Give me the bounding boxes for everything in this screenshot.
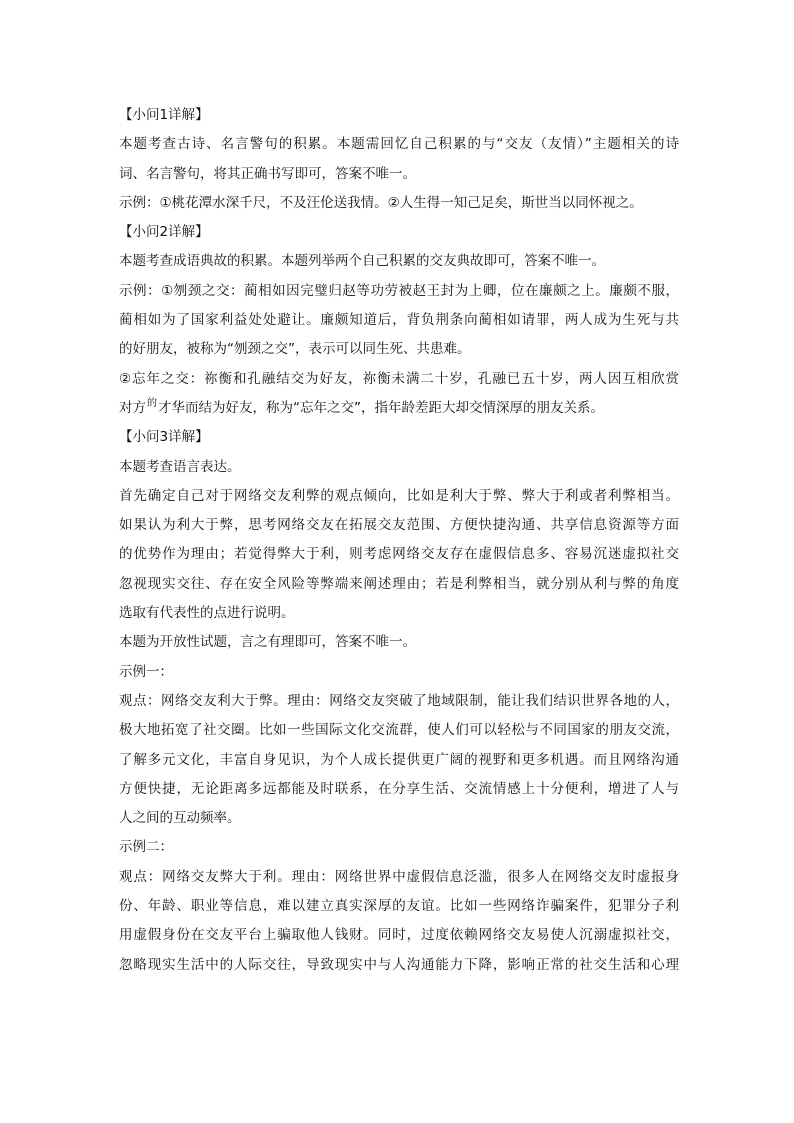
q2-line-1: 本题考查成语典故的积累。本题列举两个自己积累的交友典故即可，答案不唯一。 — [119, 253, 605, 270]
q3-line-7: 本题为开放性试题，言之有理即可，答案不唯一。 — [119, 634, 416, 651]
q3-line-18: 忽略现实生活中的人际交往，导致现实中与人沟通能力下降，影响正常的社交生活和心理 — [119, 956, 679, 973]
q2-line-6-before: 对方 — [119, 399, 146, 416]
q1-line-2: 词、名言警句，将其正确书写即可，答案不唯一。 — [119, 165, 416, 182]
q3-line-16: 份、年龄、职业等信息，难以建立真实深厚的友谊。比如一些网络诈骗案件，犯罪分子利 — [119, 898, 679, 915]
q3-line-8: 示例一： — [119, 663, 173, 680]
answer-content — [119, 101, 679, 980]
q3-line-9: 观点：网络交友利大于弊。理由：网络交友突破了地域限制，能让我们结识世界各地的人， — [119, 692, 679, 709]
q2-line-6-after: 才华而结为好友，称为“忘年之交”，指年龄差距大却交情深厚的朋友关系。 — [158, 399, 604, 416]
q3-heading: 【小问3详解】 — [119, 429, 209, 446]
q3-line-17: 用虚假身份在交友平台上骗取他人钱财。同时，过度依赖网络交友易使人沉溺虚拟社交， — [119, 927, 679, 944]
q3-line-2: 首先确定自己对于网络交友利弊的观点倾向，比如是利大于弊、弊大于利或者利弊相当。 — [119, 487, 679, 504]
q3-line-11: 了解多元文化，丰富自身见识，为个人成长提供更广阔的视野和更多机遇。而且网络沟通 — [119, 751, 679, 768]
q3-line-3: 如果认为利大于弊，思考网络交友在拓展交友范围、方便快捷沟通、共享信息资源等方面 — [119, 517, 679, 534]
q2-line-5: ②忘年之交：祢衡和孔融结交为好友，祢衡未满二十岁，孔融已五十岁，两人因互相欣赏 — [119, 370, 679, 387]
q2-line-6 — [119, 394, 679, 423]
q3-line-10: 极大地拓宽了社交圈。比如一些国际文化交流群，使人们可以轻松与不同国家的朋友交流， — [119, 722, 679, 739]
q3-line-15: 观点：网络交友弊大于利。理由：网络世界中虚假信息泛滥，很多人在网络交友时虚报身 — [119, 868, 679, 885]
q2-line-4: 的好朋友，被称为“刎颈之交”，表示可以同生死、共患难。 — [119, 341, 471, 358]
q1-line-1: 本题考查古诗、名言警句的积累。本题需回忆自己积累的与“交友（友情）”主题相关的诗 — [119, 136, 679, 153]
q3-line-1: 本题考查语言表达。 — [119, 458, 241, 475]
q1-line-3: 示例：①桃花潭水深千尺，不及汪伦送我情。②人生得一知己足矣，斯世当以同怀视之。 — [119, 194, 643, 211]
q3-line-13: 人之间的互动频率。 — [119, 810, 241, 827]
q2-line-6-superscript: 的 — [147, 397, 157, 409]
q3-line-14: 示例二： — [119, 839, 173, 856]
q3-line-12: 方便快捷，无论距离多远都能及时联系，在分享生活、交流情感上十分便利，增进了人与 — [119, 780, 679, 797]
q3-line-5: 忽视现实交往、存在安全风险等弊端来阐述理由；若是利弊相当，就分别从利与弊的角度 — [119, 575, 679, 592]
q2-line-3: 蔺相如为了国家利益处处避让。廉颇知道后，背负荆条向蔺相如请罪，两人成为生死与共 — [119, 312, 679, 329]
q2-heading: 【小问2详解】 — [119, 224, 209, 241]
q3-line-4: 的优势作为理由；若觉得弊大于利，则考虑网络交友存在虚假信息多、容易沉迷虚拟社交 — [119, 546, 679, 563]
q1-heading: 【小问1详解】 — [119, 107, 209, 123]
q3-line-6: 选取有代表性的点进行说明。 — [119, 605, 295, 622]
q2-line-2: 示例：①刎颈之交：蔺相如因完璧归赵等功劳被赵王封为上卿，位在廉颇之上。廉颇不服， — [119, 282, 679, 299]
